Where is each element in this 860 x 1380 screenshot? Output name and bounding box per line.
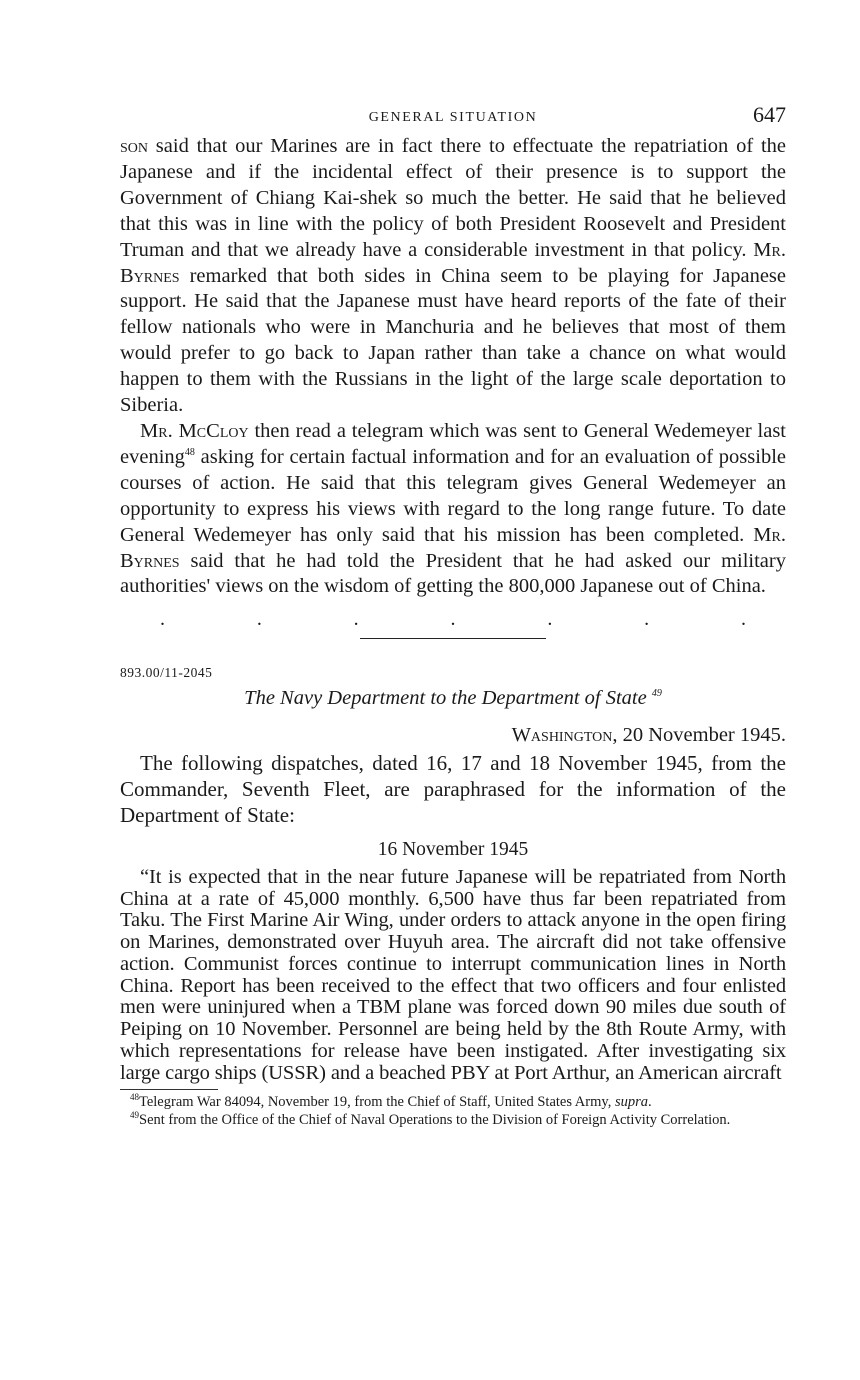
footnote-mark: 48 <box>130 1091 139 1102</box>
dispatch-quoted-text: “It is expected that in the near future Japanese will be repatriated from North China at a rate of 45,000 monthly. 6,500 have thus far been repatriated from Taku. The First Marine Air Wing, under orders to attack anyone in the open firing on Marines, demonstrated over Huyuh area. The aircraft did not take offensive action. Communist forces continue to interrupt communication lines in North China. Report has been received to the effect that two officers and four enlisted men were uninjured when a TBM plane was forced down 90 miles due south of Peiping on 10 November. Personnel are being held by the 8th Route Army, with which representations for release have been instigated. After investigating six large cargo ships (USSR) and a beached PBY at Port Arthur, an American aircraft <box>120 865 786 1084</box>
dateline-date: , 20 November 1945. <box>612 724 786 747</box>
ellipsis-dot: . <box>353 608 359 631</box>
speaker-name: Mr. McCloy <box>140 419 249 442</box>
section-divider <box>360 638 546 639</box>
document-title-text: The Navy Department to the Department of State <box>244 687 647 710</box>
running-title: GENERAL SITUATION <box>368 110 538 125</box>
footnote-mark: 49 <box>130 1109 139 1120</box>
footnote-divider <box>120 1089 218 1090</box>
dateline <box>120 724 786 747</box>
footnote-end: . <box>648 1093 652 1110</box>
ellipsis-dot: . <box>644 608 650 631</box>
footnote-text: Sent from the Office of the Chief of Naval Operations to the Division of Foreign Activity Correlation. <box>139 1111 731 1128</box>
ellipsis-dot: . <box>160 608 165 631</box>
page-number: 647 <box>753 102 786 127</box>
paragraph-text: asking for certain factual information and for an evaluation of possible courses of action. He said that this telegram gives General Wedemeyer an opportunity to express his views with regard to the long range future. To date General Wedemeyer has only said that his mission has been completed. <box>120 445 786 546</box>
file-number: 893.00/11-2045 <box>120 665 213 681</box>
omission-ellipsis <box>120 608 786 630</box>
speaker-name: Mr. Byrnes <box>120 523 786 572</box>
paragraph-text: said that our Marines are in fact there to effectuate the repatriation of the Japanese and if the incidental effect of their presence is to support the Government of Chiang Kai-shek so much the better. He said that he believed that this was in line with the policy of both President Roosevelt and President Truman and that we already have a considerable investment in that policy. <box>120 135 786 261</box>
paragraph-mccloy <box>120 419 786 600</box>
speaker-name: son <box>120 135 149 157</box>
document-page <box>120 102 786 1129</box>
ellipsis-dot: . <box>450 608 456 631</box>
paragraph-continued <box>120 134 786 419</box>
ellipsis-dot: . <box>256 608 262 631</box>
paragraph-text: remarked that both sides in China seem to be playing for Japanese support. He said that the Japanese must have heard reports of the fate of their fellow nationals who were in Manchuria and he believes that most of them would prefer to go back to Japan rather than take a chance on what would happen to them with the Russians in the light of the large scale deportation to Siberia. <box>120 264 786 417</box>
dispatch-intro: The following dispatches, dated 16, 17 and 18 November 1945, from the Commander, Seventh Fleet, are paraphrased for the information of the Department of State: <box>120 751 786 827</box>
footnote-ref-49[interactable]: 49 <box>651 688 662 700</box>
footnote-48 <box>120 1091 786 1111</box>
footnote-49 <box>120 1109 786 1129</box>
footnote-italic: supra <box>614 1093 648 1110</box>
ellipsis-dot: . <box>740 608 746 631</box>
document-title <box>120 687 786 710</box>
paragraph-text: said that he had told the President that he had asked our military authorities' views on the wisdom of getting the 800,000 Japanese out of China. <box>120 549 786 598</box>
ellipsis-dot: . <box>547 608 553 631</box>
paragraph-text: then read a telegram which was sent to General Wedemeyer last evening <box>120 419 787 468</box>
footnote-ref-48[interactable]: 48 <box>184 446 195 458</box>
speaker-name: Mr. Byrnes <box>120 238 786 287</box>
footnote-text: Telegram War 84094, November 19, from the Chief of Staff, United States Army, <box>139 1093 615 1110</box>
dispatch-date-heading: 16 November 1945 <box>377 838 529 860</box>
running-header <box>120 102 786 134</box>
dateline-place: Washington <box>511 724 613 747</box>
